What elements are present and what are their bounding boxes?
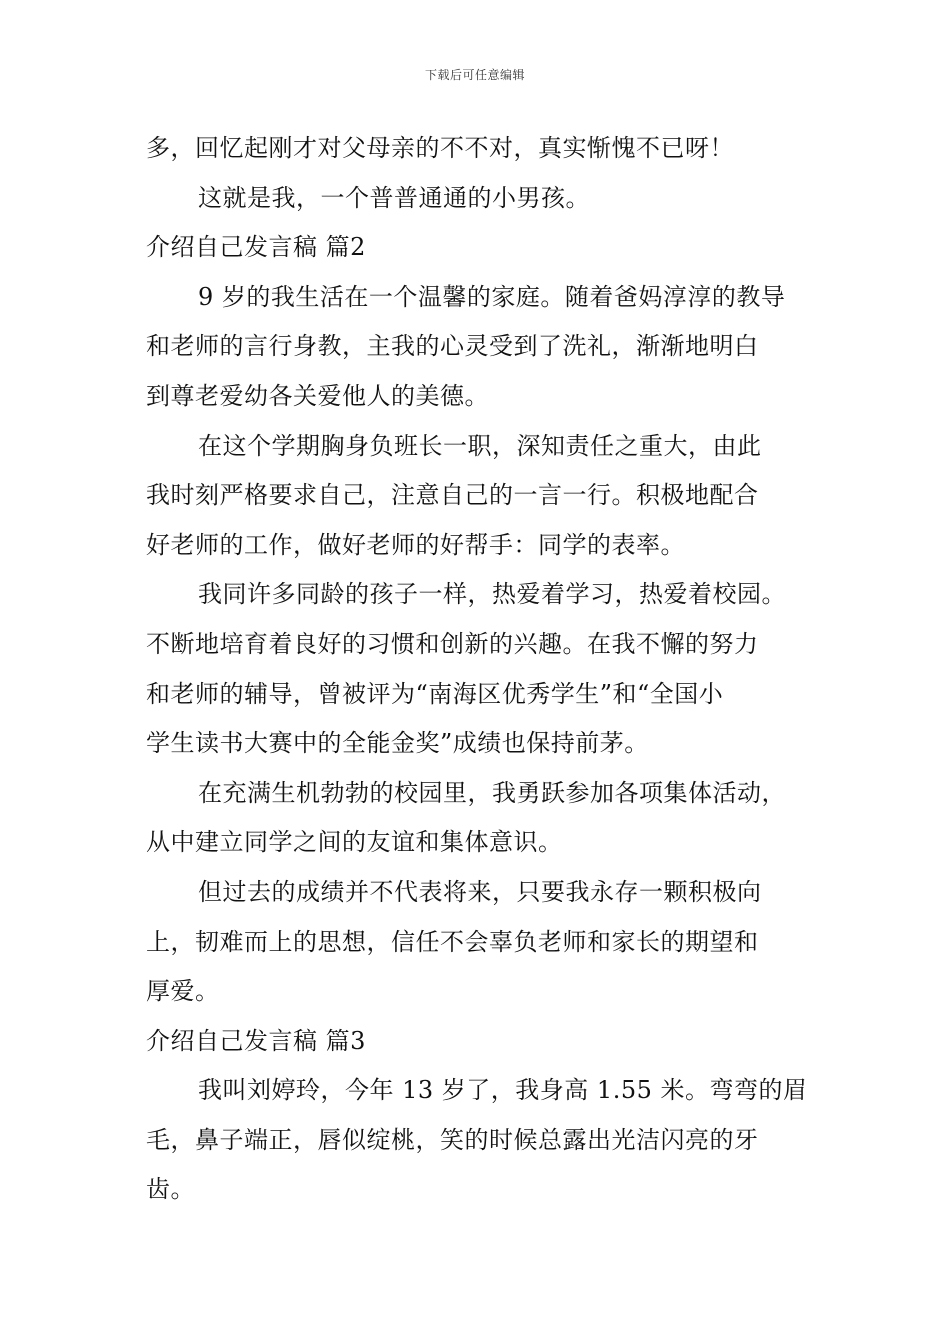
- paragraph-line: 在这个学期胸身负班长一职，深知责任之重大，由此: [198, 431, 762, 460]
- paragraph-line: 但过去的成绩并不代表将来，只要我永存一颗积极向: [198, 877, 762, 906]
- section-heading: 介绍自己发言稿 篇2: [146, 233, 366, 262]
- paragraph-line: 到尊老爱幼各关爱他人的美德。: [146, 381, 489, 410]
- paragraph-line: 从中建立同学之间的友谊和集体意识。: [146, 828, 563, 857]
- page-header-note: 下载后可任意编辑: [424, 68, 525, 82]
- document-body: [146, 128, 810, 1219]
- paragraph-line: 多，回忆起刚才对父母亲的不不对，真实惭愧不已呀！: [146, 134, 734, 162]
- paragraph-line: 上，韧难而上的思想，信任不会辜负老师和家长的期望和: [146, 927, 759, 956]
- paragraph-line: 好老师的工作，做好老师的好帮手：同学的表率。: [146, 530, 685, 559]
- paragraph-line: 9 岁的我生活在一个温馨的家庭。随着爸妈淳淳的教导: [198, 282, 786, 311]
- section-heading: 介绍自己发言稿 篇3: [146, 1026, 366, 1055]
- paragraph-line: 毛，鼻子端正，唇似绽桃，笑的时候总露出光洁闪亮的牙: [146, 1125, 759, 1154]
- paragraph-line: 齿。: [146, 1175, 195, 1204]
- paragraph-line: 这就是我，一个普普通通的小男孩。: [198, 183, 590, 212]
- paragraph-line: 和老师的辅导，曾被评为“南海区优秀学生”和“全国小: [146, 679, 724, 708]
- paragraph-line: 和老师的言行身教，主我的心灵受到了洗礼，渐渐地明白: [146, 332, 759, 361]
- paragraph-line: 我时刻严格要求自己，注意自己的一言一行。积极地配合: [146, 481, 759, 510]
- paragraph-line: 我叫刘婷玲，今年 13 岁了，我身高 1.55 米。弯弯的眉: [198, 1076, 808, 1105]
- paragraph-line: 在充满生机勃勃的校园里，我勇跃参加各项集体活动，: [198, 778, 786, 807]
- paragraph-line: 我同许多同龄的孩子一样，热爱着学习，热爱着校园。: [198, 580, 786, 609]
- paragraph-line: 厚爱。: [146, 977, 220, 1006]
- paragraph-line: 不断地培育着良好的习惯和创新的兴趣。在我不懈的努力: [146, 629, 759, 658]
- paragraph-line: 学生读书大赛中的全能金奖”成绩也保持前茅。: [146, 729, 649, 758]
